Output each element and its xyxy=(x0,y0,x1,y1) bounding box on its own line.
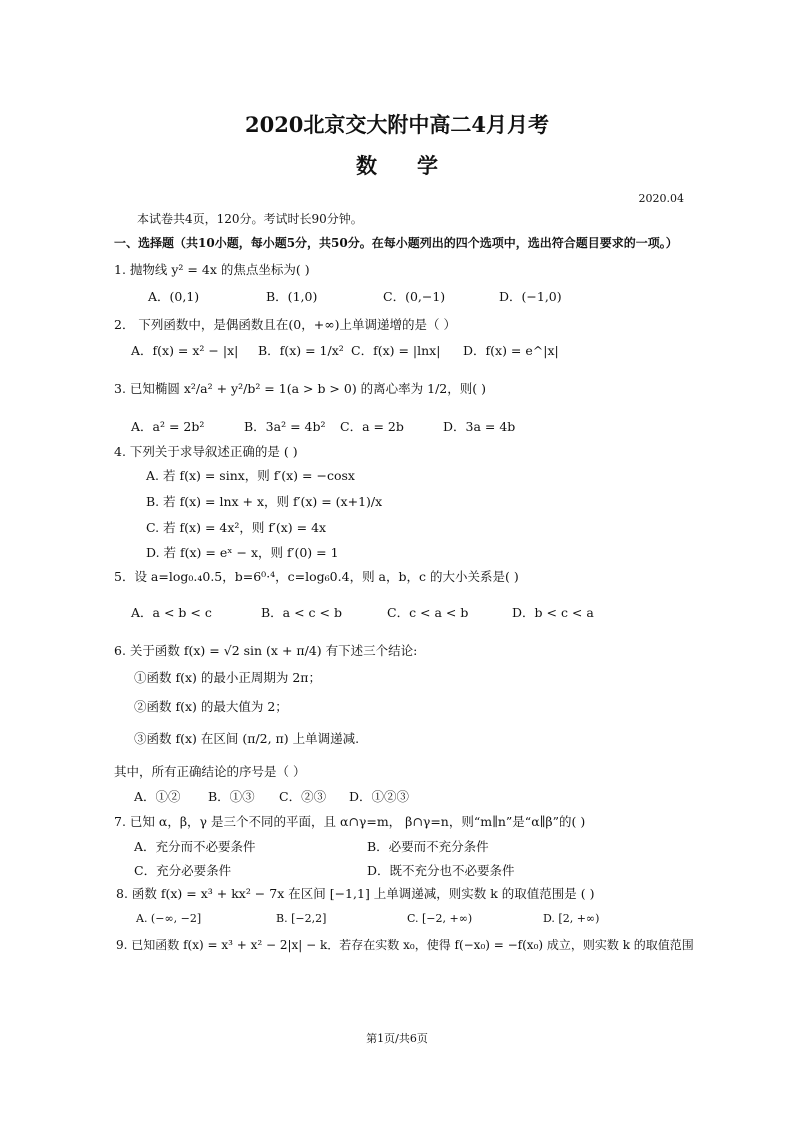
q5-option-a: A．a < b < c xyxy=(131,605,212,620)
q7-option-b: B．必要而不充分条件 xyxy=(367,839,489,854)
q2-option-b: B．f(x) = 1/x² xyxy=(258,343,344,358)
q2-option-a: A．f(x) = x² − |x| xyxy=(131,343,239,358)
q6-option-c: C．②③ xyxy=(279,789,327,804)
q1-option-b: B．(1,0) xyxy=(266,289,318,304)
q8-option-a: A. (−∞, −2] xyxy=(136,912,202,925)
q6-statement-2: ②函数 f(x) 的最大值为 2； xyxy=(134,699,288,714)
q3-option-a: A．a² = 2b² xyxy=(131,419,205,434)
q7-option-c: C．充分必要条件 xyxy=(134,863,232,878)
question-9-stem: 9. 已知函数 f(x) = x³ + x² − 2|x| − k．若存在实数 x₀，使得 f(−x₀) = −f(x₀) 成立，则实数 k 的取值范围 xyxy=(116,938,694,952)
q8-option-c: C. [−2, +∞) xyxy=(407,912,473,925)
q5-option-b: B．a < c < b xyxy=(261,605,342,620)
q7-option-d: D．既不充分也不必要条件 xyxy=(367,863,515,878)
q6-option-d: D．①②③ xyxy=(349,789,410,804)
q7-option-a: A．充分而不必要条件 xyxy=(134,839,256,854)
page-title: 2020北京交大附中高二4月月考 xyxy=(244,112,550,137)
exam-date: 2020.04 xyxy=(638,192,684,205)
q5-option-c: C．c < a < b xyxy=(387,605,469,620)
q4-option-d: D. 若 f(x) = eˣ − x，则 f′(0) = 1 xyxy=(146,545,339,560)
question-6-stem: 6. 关于函数 f(x) = √2 sin (x + π/4) 有下述三个结论: xyxy=(114,643,418,658)
subject-title: 数学 xyxy=(356,153,478,178)
question-7-stem: 7. 已知 α，β，γ 是三个不同的平面，且 α∩γ=m， β∩γ=n，则“m∥n”是“α∥β”的( ) xyxy=(114,814,586,829)
question-2-stem: 2． 下列函数中，是偶函数且在(0，+∞)上单调递增的是（ ） xyxy=(114,317,456,332)
q3-option-c: C．a = 2b xyxy=(340,419,404,434)
question-3-stem: 3. 已知椭圆 x²/a² + y²/b² = 1(a > b > 0) 的离心率为 1/2，则( ) xyxy=(114,381,486,396)
q4-option-a: A. 若 f(x) = sinx，则 f′(x) = −cosx xyxy=(146,468,355,483)
q1-option-a: A．(0,1) xyxy=(148,289,200,304)
q2-option-c: C．f(x) = |lnx| xyxy=(351,343,441,358)
question-8-stem: 8. 函数 f(x) = x³ + kx² − 7x 在区间 [−1,1] 上单调递减，则实数 k 的取值范围是 ( ) xyxy=(116,886,595,901)
q4-option-b: B. 若 f(x) = lnx + x，则 f′(x) = (x+1)/x xyxy=(146,494,383,509)
q5-option-d: D．b < c < a xyxy=(512,605,594,620)
q6-option-a: A．①② xyxy=(134,789,181,804)
question-5-stem: 5．设 a=log₀.₄0.5，b=6⁰·⁴，c=log₆0.4，则 a，b，c 的大小关系是( ) xyxy=(114,569,519,584)
question-1-stem: 1. 抛物线 y² = 4x 的焦点坐标为( ) xyxy=(114,262,310,277)
q4-option-c: C. 若 f(x) = 4x²，则 f′(x) = 4x xyxy=(146,520,327,535)
q6-statement-1: ①函数 f(x) 的最小正周期为 2π； xyxy=(134,670,322,685)
q8-option-d: D. [2, +∞) xyxy=(543,912,600,925)
section-heading: 一、选择题（共10小题，每小题5分，共50分。在每小题列出的四个选项中，选出符合题目要求的一项。） xyxy=(114,236,678,250)
q6-statement-3: ③函数 f(x) 在区间 (π/2, π) 上单调递减. xyxy=(134,731,360,746)
q6-option-b: B．①③ xyxy=(208,789,255,804)
exam-intro: 本试卷共4页，120分。考试时长90分钟。 xyxy=(137,212,363,226)
q2-option-d: D．f(x) = e^|x| xyxy=(463,343,559,358)
q8-option-b: B. [−2,2] xyxy=(276,912,327,925)
q1-option-c: C．(0,−1) xyxy=(383,289,446,304)
question-4-stem: 4. 下列关于求导叙述正确的是 ( ) xyxy=(114,444,298,459)
page-footer: 第1页/共6页 xyxy=(366,1032,428,1045)
q1-option-d: D．(−1,0) xyxy=(499,289,562,304)
q3-option-d: D．3a = 4b xyxy=(443,419,516,434)
q3-option-b: B．3a² = 4b² xyxy=(244,419,326,434)
q6-tail: 其中，所有正确结论的序号是（ ） xyxy=(114,764,306,779)
